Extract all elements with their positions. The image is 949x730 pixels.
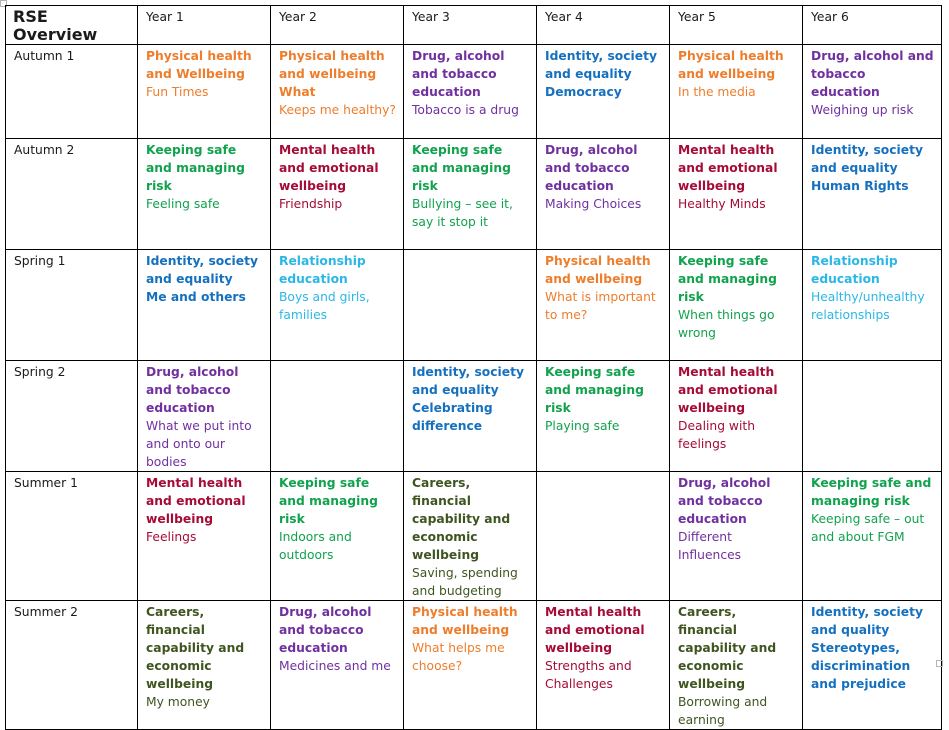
lesson-cell [404, 361, 537, 472]
lesson-topic: Drug, alcohol and tobacco education [811, 49, 934, 99]
lesson-subtitle: Weighing up risk [811, 103, 914, 117]
term-label: Autumn 2 [6, 139, 138, 250]
lesson-subtitle: What is important to me? [545, 290, 656, 322]
lesson-subtitle: In the media [678, 85, 756, 99]
year-header: Year 6 [803, 6, 942, 45]
lesson-cell [803, 250, 942, 361]
lesson-topic: Mental health and emotional wellbeing [146, 476, 246, 526]
rse-overview-table [5, 5, 942, 730]
lesson-cell [271, 250, 404, 361]
lesson-topic: Physical health and wellbeing [678, 49, 784, 81]
term-label: Autumn 1 [6, 45, 138, 139]
lesson-subtitle: Borrowing and earning [678, 695, 768, 727]
lesson-subtitle: Strengths and Challenges [545, 659, 632, 691]
lesson-topic: Physical health and Wellbeing [146, 49, 252, 81]
lesson-subtitle: Tobacco is a drug [412, 103, 519, 117]
lesson-topic: Mental health and emotional wellbeing [678, 365, 778, 415]
lesson-cell [271, 361, 404, 472]
lesson-topic: Careers, financial capability and economic wellbeing [412, 476, 511, 562]
lesson-cell [404, 45, 537, 139]
lesson-cell [271, 472, 404, 601]
lesson-cell [404, 250, 537, 361]
year-header: Year 5 [670, 6, 803, 45]
lesson-subtitle: Celebrating difference [412, 401, 493, 433]
lesson-cell [138, 45, 271, 139]
term-label: Summer 1 [6, 472, 138, 601]
lesson-subtitle: Human Rights [811, 179, 909, 193]
lesson-cell [537, 361, 670, 472]
lesson-cell [803, 139, 942, 250]
term-label: Spring 1 [6, 250, 138, 361]
term-row [6, 139, 942, 250]
lesson-topic: Keeping safe and managing risk [811, 476, 932, 508]
lesson-cell [138, 601, 271, 730]
lesson-subtitle: Healthy Minds [678, 197, 766, 211]
term-row [6, 472, 942, 601]
lesson-cell [537, 45, 670, 139]
lesson-cell [138, 139, 271, 250]
year-header: Year 4 [537, 6, 670, 45]
lesson-cell [537, 250, 670, 361]
lesson-cell [803, 472, 942, 601]
lesson-topic: Mental health and emotional wellbeing [678, 143, 778, 193]
lesson-subtitle: Different Influences [678, 530, 742, 562]
lesson-subtitle: When things go wrong [678, 308, 775, 340]
lesson-cell [138, 361, 271, 472]
header-row [6, 6, 942, 45]
lesson-cell [537, 472, 670, 601]
lesson-subtitle: Keeps me healthy? [279, 103, 396, 117]
lesson-subtitle: Me and others [146, 290, 246, 304]
lesson-topic: Physical health and wellbeing [545, 254, 651, 286]
lesson-topic: Physical health and wellbeing [412, 605, 518, 637]
lesson-topic: Keeping safe and managing risk [545, 365, 644, 415]
lesson-topic: Drug, alcohol and tobacco education [412, 49, 505, 99]
lesson-cell [803, 361, 942, 472]
lesson-topic: Keeping safe and managing risk [279, 476, 378, 526]
lesson-topic: Careers, financial capability and economic wellbeing [678, 605, 777, 691]
lesson-subtitle: Fun Times [146, 85, 209, 99]
lesson-subtitle: What we put into and onto our bodies [146, 419, 252, 469]
lesson-cell [138, 250, 271, 361]
lesson-cell [271, 45, 404, 139]
lesson-topic: Identity, society and equality [412, 365, 524, 397]
lesson-topic: Physical health and wellbeing What [279, 49, 385, 99]
term-row [6, 361, 942, 472]
lesson-cell [271, 139, 404, 250]
lesson-cell [670, 472, 803, 601]
lesson-subtitle: Dealing with feelings [678, 419, 755, 451]
lesson-topic: Identity, society and quality [811, 605, 923, 637]
lesson-cell [537, 139, 670, 250]
year-header: Year 3 [404, 6, 537, 45]
lesson-topic: Drug, alcohol and tobacco education [545, 143, 638, 193]
lesson-subtitle: Saving, spending and budgeting [412, 566, 518, 598]
lesson-cell [670, 601, 803, 730]
lesson-cell [271, 601, 404, 730]
lesson-cell [404, 139, 537, 250]
lesson-subtitle: Boys and girls, families [279, 290, 370, 322]
lesson-topic: Identity, society and equality [545, 49, 657, 81]
lesson-topic: Identity, society and equality [811, 143, 923, 175]
table-resize-handle[interactable] [936, 660, 943, 667]
lesson-subtitle: Stereotypes, discrimination and prejudice [811, 641, 911, 691]
lesson-topic: Mental health and emotional wellbeing [279, 143, 379, 193]
lesson-cell [803, 45, 942, 139]
table-title: RSE Overview [6, 6, 138, 45]
term-row [6, 45, 942, 139]
lesson-topic: Relationship education [811, 254, 898, 286]
lesson-topic: Drug, alcohol and tobacco education [678, 476, 771, 526]
lesson-cell [670, 361, 803, 472]
lesson-topic: Keeping safe and managing risk [412, 143, 511, 193]
term-row [6, 250, 942, 361]
term-label: Spring 2 [6, 361, 138, 472]
lesson-subtitle: My money [146, 695, 210, 709]
lesson-subtitle: Keeping safe – out and about FGM [811, 512, 925, 544]
lesson-subtitle: Making Choices [545, 197, 642, 211]
lesson-cell [670, 139, 803, 250]
lesson-cell [803, 601, 942, 730]
lesson-subtitle: Playing safe [545, 419, 620, 433]
lesson-subtitle: Bullying – see it, say it stop it [412, 197, 513, 229]
lesson-cell [537, 601, 670, 730]
lesson-topic: Mental health and emotional wellbeing [545, 605, 645, 655]
term-label: Summer 2 [6, 601, 138, 730]
lesson-topic: Identity, society and equality [146, 254, 258, 286]
lesson-cell [404, 601, 537, 730]
lesson-topic: Drug, alcohol and tobacco education [146, 365, 239, 415]
lesson-subtitle: Healthy/unhealthy relationships [811, 290, 925, 322]
lesson-subtitle: Feelings [146, 530, 197, 544]
term-row [6, 601, 942, 730]
lesson-topic: Keeping safe and managing risk [678, 254, 777, 304]
lesson-topic: Keeping safe and managing risk [146, 143, 245, 193]
lesson-cell [670, 45, 803, 139]
lesson-topic: Careers, financial capability and economic wellbeing [146, 605, 245, 691]
lesson-cell [670, 250, 803, 361]
lesson-subtitle: Feeling safe [146, 197, 220, 211]
lesson-cell [404, 472, 537, 601]
lesson-subtitle: Friendship [279, 197, 343, 211]
lesson-subtitle: Medicines and me [279, 659, 391, 673]
lesson-subtitle: Indoors and outdoors [279, 530, 352, 562]
lesson-cell [138, 472, 271, 601]
year-header: Year 1 [138, 6, 271, 45]
lesson-topic: Relationship education [279, 254, 366, 286]
lesson-subtitle: What helps me choose? [412, 641, 505, 673]
lesson-subtitle: Democracy [545, 85, 622, 99]
year-header: Year 2 [271, 6, 404, 45]
lesson-topic: Drug, alcohol and tobacco education [279, 605, 372, 655]
